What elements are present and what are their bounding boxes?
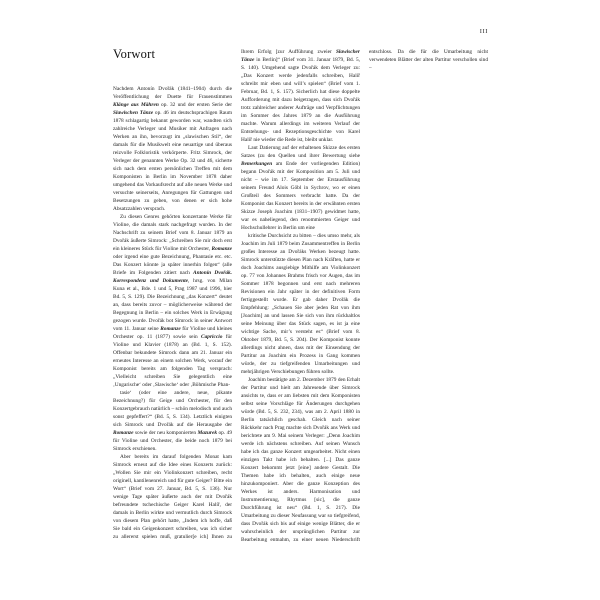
page-content xyxy=(113,48,488,548)
paragraph: Zu diesen Genres gehörten konzertante Werke für Violine, die damals stark nachgefragt wurden. In der Nachschrift zu seinem Brief vom 8. Januar 1879 an Dvořák äußerte Simrock: „Schreiben Sie mir doch erst ein kleineres Stück für Violine mit Orchester, Romanze oder irgend eine gute Bezeichnung, Phantasie etc. etc. Das Konzert könnte ja später innerhin folgen“ (alle Briefe im Folgenden zitiert nach Antonín Dvořák. Korrespondenz und Dokumente, hrsg. von Milan Kuna et al., Bde. 1 und 5, Prag 1987 und 1996, hier Bd. 5, S. 129). Die Bezeichnung „das Konzert“ deutet an, dass bereits zuvor – möglicherweise während der Begegnung in Berlin – ein solches Werk in Erwägung gezogen wurde. Dvořák bot Simrock in seiner Antwort vom 11. Januar seine Romanze für Violine und kleines Orchester op. 11 (1877) sowie sein Capriccio für Violine und Klavier (1878) an (Bd. 1, S. 152). Offenbar bekundete Simrock dann am 21. Januar ein erneutes Interesse an einem solchen Werk, worauf der Komponist bereits am folgenden Tag versprach: „Vielleicht schreiben Sie gelegentlich eine ‚Ungarische‘ oder ‚Slawische‘ oder ‚Böhmische Phan- xyxy=(113,213,232,388)
text-columns xyxy=(113,48,488,548)
paragraph: Laut Datierung auf der erhaltenen Skizze des ersten Satzes (zu den Quellen und ihrer Bewertung siehe Bemerkungen am Ende der vorliegenden Edition) begann Dvořák mit der Komposition am 5. Juli und nicht – wie im 17. September der Erstausführung seinem Freund Alois Göbl in Sychrov, wo er einen Großteil des Sommers verbracht hatte. Da der Komponist das Konzert bereits in der erwähnten ersten Skizze Joseph Joachim (1831–1907) gewidmet hatte, war es naheliegend, den renommierten Geiger und Hochschullehrer in Berlin um eine xyxy=(241,145,360,231)
page-title: Vorwort xyxy=(113,47,156,61)
paragraph: kritische Durchsicht zu bitten – dies umso mehr, als Joachim im Juli 1879 beim Zusammentreffen in Berlin großes Interesse an Dvořáks Werken bezeugt hatte. Simrock unterstützte diesen Plan nach Kräften, hatte er doch Joachims ausgiebige Mithilfe am Violinkonzert op. 77 von Johannes Brahms frisch vor Augen, das im Sommer 1878 begonnen und erst nach mehreren Revisionen ein Jahr später in der definitiven Form fertiggestellt wurde. Er gab daher Dvořák die Empfehlung: „Schauen Sie aber jeden Rat von ihm [Joachim] an und lassen Sie sich von ihm rückhaltlos seine Meinung über das Stück sagen, es ist ja eine wichtige Sache, mir’s versteht es“ (Brief vom 8. Oktober 1879, Bd. 5, S. 204). Der Komponist konnte allerdings nicht ahnen, dass mit der Einsendung der Partitur an Joachim ein Prozess in Gang kommen würde, der zu tiefgreifenden Umarbeitungen und mehrjährigen Verschiebungen führen sollte. xyxy=(241,233,360,375)
page-number: III xyxy=(479,28,488,35)
paragraph: Aber bereits im darauf folgenden Monat kam Simrock erneut auf die Idee eines Konzerts zurück: „Wollen Sie mir ein Violinkonzert schreiben, recht originell, kantilenenreich und für gute Geiger? Bitte ein Wort“ (Brief vom 27. Januar, Bd. 5, S. 136). Nur wenige Tage später äußerte auch der mit Dvořák befreundete tschechische Geiger Karel Halíř, der damals in Berlin wirkte und vermutlich durch Simrock von diesem Plan gehört hatte, „Indem ich hoffe, daß Sie bald ein Geigenkonzert schreiben, was ich sicher zu allererst spielen muß, gratulier[e ich] Ihnen zu Ihrem Erfolg [zur Aufführung zweier Slawischer Tänze in Berlin]“ (Brief vom 31. Januar 1879, Bd. 5, S. 140). Umgehend sagte Dvořák dem Verleger zu: „Das Konzert werde jedenfalls schreiben, Halíř schreibt mir eben und will’s spielen“ (Brief vom 1. Februar, Bd. 1, S. 157). Sicherlich hat diese doppelte Aufforderung mit dazu beigetragen, dass sich Dvořák trotz zahlreicher anderer Aufträge und Verpflichtungen im Sommer des Jahres 1879 an die Ausführung machte. Warum allerdings im weiteren Verlauf der Entstehungs- und Rezeptionsgeschichte von Karel Halíř nie wieder die Rede ist, bleibt unklar. xyxy=(113,49,360,540)
paragraph: tasie‘ (oder eine andere, neue, pikante Bezeichnung?) für Geige und Orchester, für den Konzertgebrauch natürlich – schön melodisch und auch sonst gepfeffert?“ (Bd. 5, S. 134). Letztlich einigten sich Simrock und Dvořák auf die Herausgabe der Romanze sowie der neu komponierten Mazurek op. 49 für Violine und Orchester, die beide noch 1879 bei Simrock erschienen. xyxy=(113,389,233,452)
paragraph: Nachdem Antonín Dvořák (1841–1904) durch die Veröffentlichung der Duette für Frauenstimmen Klänge aus Mähren op. 32 und der ersten Serie der Slawischen Tänze op. 46 im deutschsprachigen Raum 1878 schlagartig bekannt geworden war, wandten sich zahlreiche Verleger und Musiker mit Anfragen nach Werken an ihn, bevorzugt im „slawischen Stil“, der damals für die Musikwelt eine neuartige und überaus reizvolle Folkloristik verkörperte. Fritz Simrock, der Verleger der genannten Werke Op. 32 und 46, sicherte sich nach dem ersten persönlichen Treffen mit dem Komponisten in Berlin im November 1878 daher umgehend das Vorkaufsrecht auf alle neuen Werke und versuchte seinerseits, Anregungen für Gattungen und Besetzungen zu geben, von denen er sich hohe Absatzzahlen versprach. xyxy=(113,85,233,212)
paragraph: Joachim bestätigte am 2. Dezember 1879 den Erhalt der Partitur und hielt am Jahresende über Simrock ansichts te, dass er am liebsten mit dem Komponisten selbst seine Vorschläge für Änderungen durchgehen würde (Bd. 5, S. 232, 234), was am 2. April 1880 in Berlin tatsächlich geschah. Gleich nach seiner Rückkehr nach Prag machte sich Dvořák ans Werk und berichtete am 9. Mai seinem Verleger: „Denn Joachim werde ich nächstens schreiben. Auf seinen Wunsch habe ich das ganze Konzert umgearbeitet. Nicht einen einzigen Takt habe ich behalten. [...] Das ganze Konzert bekommt jetzt [eine] andere Gestalt. Die Themen habe ich behalten, auch einige neue hinzukomponiert. Aber die ganze Konzeption des Werkes ist anders. Harmonisation und Instrumentierung, Rhytmus [sic], die ganze Durchführung ist neu“ (Bd. 1, S. 217). Die Umarbeitung zu dieser Neufassung war so tiefgreifend, dass Dvořák sich bis auf einige wenige Blätter, die er wahrscheinlich der ursprünglichen Partitur zur Bearbeitung entnahm, zu einer neuen Niederschrift entschloss. Da die für die Umarbeitung nicht verwendeten Blätter der alten Partitur verschollen sind – xyxy=(241,49,488,543)
